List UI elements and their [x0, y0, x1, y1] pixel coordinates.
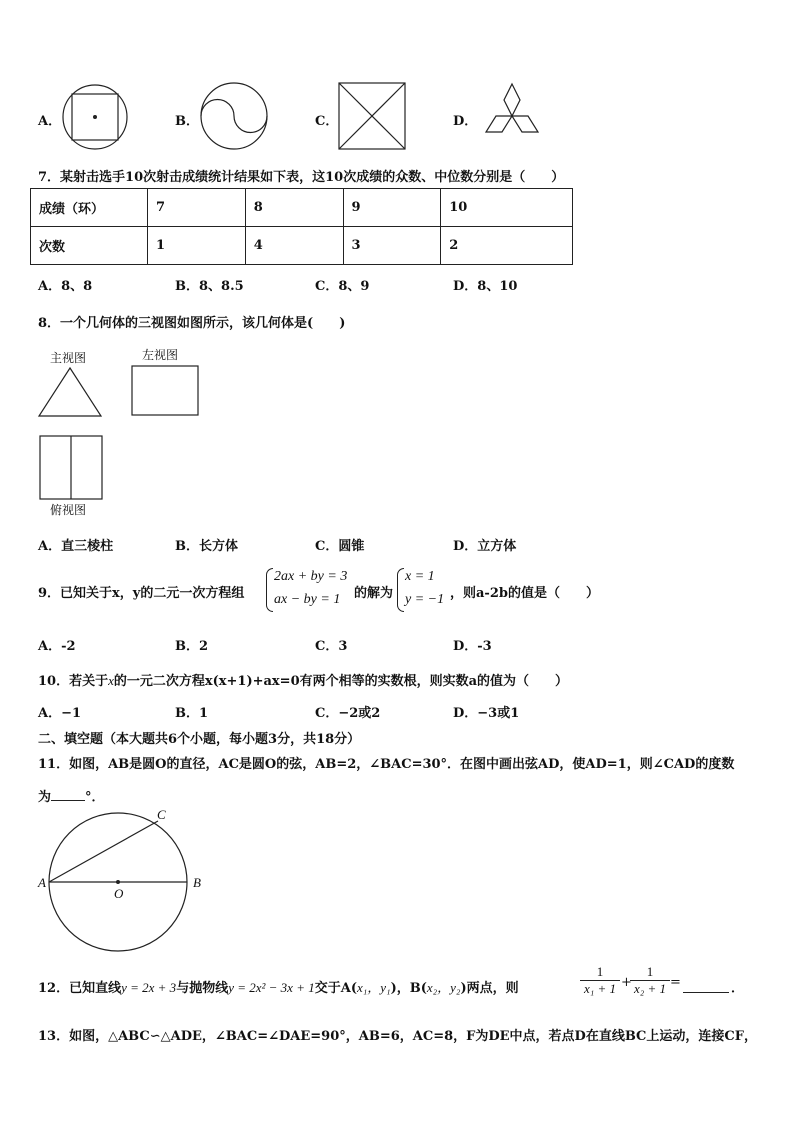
q7-option-c: C．8、9 [315, 279, 370, 294]
q12-fraction-1-numerator: 1 [580, 964, 620, 981]
q12-line-equation: y = 2x + 3 [121, 980, 177, 995]
table-cell: 次数 [31, 227, 148, 265]
table-cell: 8 [245, 189, 343, 227]
q8-option-a: A．直三棱柱 [38, 539, 114, 554]
q6-option-c-label: C． [315, 114, 339, 129]
q9-solution-2: y = −1 [405, 592, 445, 607]
q9-system-brace [266, 568, 273, 612]
q10-option-a: A．−1 [38, 706, 82, 721]
q10-option-d: D．−3或1 [453, 706, 520, 721]
q12-point-b: x₂，y₂ [426, 980, 461, 995]
q8-top-view-label: 俯视图 [50, 503, 87, 517]
q11-label-b: B [193, 875, 201, 890]
q12-answer-blank[interactable] [683, 992, 729, 993]
q12-mid-2: 交于A( [314, 981, 357, 996]
q11-circle-figure [48, 808, 194, 956]
q12-fraction-1-denominator: x₁ + 1 [583, 981, 617, 996]
q11-stem-line-2-suffix: °． [85, 790, 105, 805]
table-cell: 10 [441, 189, 573, 227]
table-cell: 成绩（环） [31, 189, 148, 227]
q7-option-a: A．8、8 [38, 279, 93, 294]
q6-option-a-figure [60, 82, 130, 152]
table-cell: 7 [148, 189, 246, 227]
q10-variable: x [108, 673, 114, 688]
q9-solution-brace [397, 568, 404, 612]
q8-left-view-label: 左视图 [142, 348, 179, 362]
q9-equation-2: ax − by = 1 [274, 592, 341, 607]
table-cell: 1 [148, 227, 246, 265]
q9-option-a: A．-2 [38, 639, 76, 654]
q12-point-a: x₁，y₁ [356, 980, 391, 995]
q9-option-b: B．2 [175, 639, 209, 654]
table-row [31, 227, 573, 265]
q12-mid-4: )两点，则 [460, 981, 519, 996]
q12-fraction-2-numerator: 1 [630, 964, 670, 981]
q11-stem-line-2-prefix: 为 [38, 790, 52, 805]
q9-equation-1: 2ax + by = 3 [274, 569, 348, 584]
q12-fraction-2 [630, 964, 670, 997]
q6-option-b-label: B． [175, 114, 199, 129]
q11-label-o: O [114, 886, 124, 901]
q12-equals-sign: = [670, 975, 681, 990]
q10-stem-suffix: 的一元二次方程x(x+1)+ax=0有两个相等的实数根，则实数a的值为（ ） [113, 674, 569, 689]
q8-stem: 8．一个几何体的三视图如图所示，该几何体是( ) [38, 316, 346, 331]
q6-option-a-label: A． [38, 114, 62, 129]
q7-option-d: D．8、10 [453, 279, 518, 294]
q11-label-c: C [157, 807, 166, 822]
q9-stem-suffix: ，则a-2b的值是（ ） [450, 586, 599, 601]
q11-label-a: A [38, 875, 46, 890]
q12-fraction-1 [580, 964, 620, 997]
q9-solution-1: x = 1 [405, 569, 435, 584]
section-2-heading: 二、填空题（本大题共6个小题，每小题3分，共18分） [38, 732, 361, 747]
q12-fraction-2-denominator: x₂ + 1 [633, 981, 667, 996]
q12-plus-sign: + [621, 975, 632, 990]
q7-option-b: B．8、8.5 [175, 279, 244, 294]
q10-option-c: C．−2或2 [315, 706, 381, 721]
q7-stem: 7．某射击选手10次射击成绩统计结果如下表，这10次成绩的众数、中位数分别是（ ） [38, 170, 565, 185]
q9-option-c: C．3 [315, 639, 348, 654]
q8-option-b: B．长方体 [175, 539, 238, 554]
q6-option-d-label: D． [453, 114, 478, 129]
q10-stem [38, 670, 568, 689]
q8-front-view-triangle [37, 366, 103, 418]
q7-score-table [30, 188, 573, 265]
table-cell: 9 [343, 189, 441, 227]
q9-middle-text: 的解为 [354, 586, 394, 601]
q9-option-d: D．-3 [453, 639, 492, 654]
q12-mid-3: )，B( [390, 981, 427, 996]
q8-option-d: D．立方体 [453, 539, 517, 554]
q10-stem-prefix: 10．若关于 [38, 674, 109, 689]
q8-option-c: C．圆锥 [315, 539, 365, 554]
q8-left-view-rectangle [131, 365, 199, 416]
q11-stem-line-2 [38, 786, 105, 805]
table-cell: 3 [343, 227, 441, 265]
q6-option-c-figure [338, 82, 406, 150]
q12-stem-prefix: 12．已知直线 [38, 981, 122, 996]
q11-answer-blank[interactable] [51, 800, 85, 801]
q12-stem [38, 977, 519, 996]
q6-option-d-figure [474, 82, 550, 148]
q12-parabola-equation: y = 2x² − 3x + 1 [228, 980, 315, 995]
q6-option-b-figure [198, 80, 270, 152]
q9-stem-prefix: 9．已知关于x，y的二元一次方程组 [38, 586, 245, 601]
table-cell: 2 [441, 227, 573, 265]
q12-end-punctuation: ． [731, 981, 745, 996]
table-cell: 4 [245, 227, 343, 265]
q13-stem: 13．如图，△ABC∽△ADE，∠BAC=∠DAE=90°，AB=6，AC=8，F为DE中点，若点D在直线BC上运动，连接CF， [38, 1029, 757, 1044]
q12-mid-1: 与抛物线 [176, 981, 229, 996]
q8-top-view-rectangle [39, 435, 103, 500]
q8-front-view-label: 主视图 [50, 351, 87, 365]
q11-stem-line-1: 11．如图，AB是圆O的直径，AC是圆O的弦，AB=2，∠BAC=30°．在图中画出弦AD，使AD=1，则∠CAD的度数 [38, 757, 735, 772]
table-row [31, 189, 573, 227]
q10-option-b: B．1 [175, 706, 209, 721]
